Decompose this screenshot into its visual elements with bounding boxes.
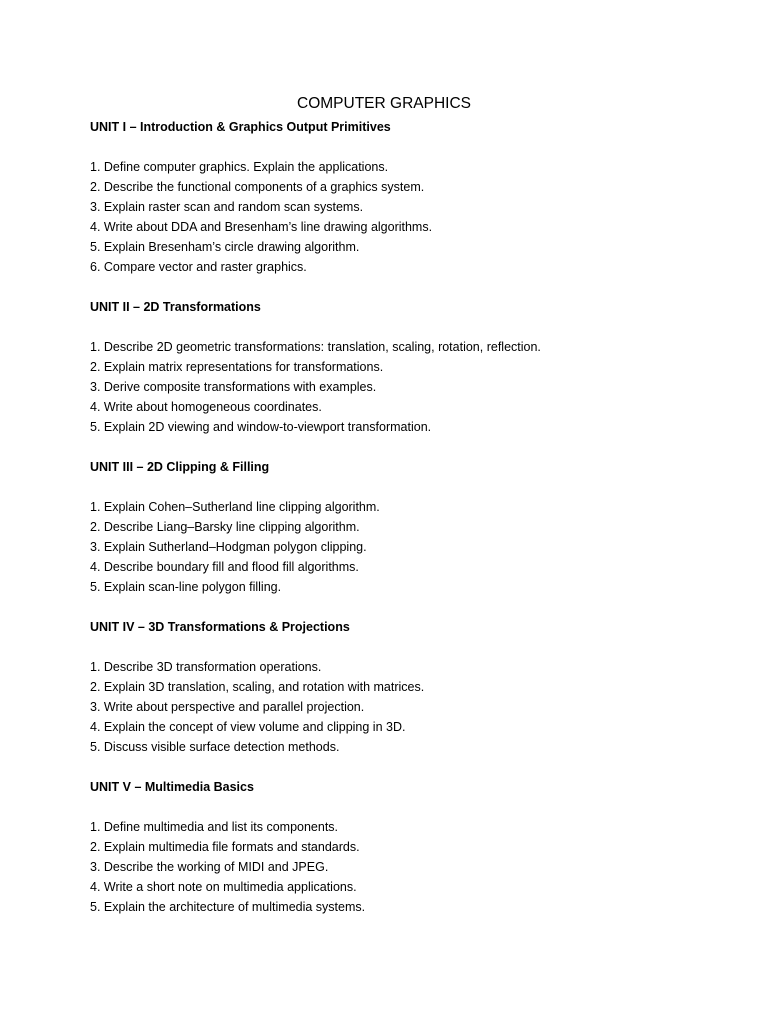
question-item: 1. Define computer graphics. Explain the applications. [90,160,389,174]
question-item: 1. Describe 2D geometric transformations: translation, scaling, rotation, reflection. [90,340,541,354]
question-item: 6. Compare vector and raster graphics. [90,260,307,274]
question-item: 3. Explain raster scan and random scan systems. [90,200,364,214]
question-item: 5. Explain the architecture of multimedia systems. [90,900,366,914]
question-list [90,497,380,597]
unit-heading: UNIT III – 2D Clipping & Filling [90,460,270,474]
question-item: 3. Explain Sutherland–Hodgman polygon clipping. [90,540,367,554]
question-list [90,337,541,437]
unit-heading: UNIT V – Multimedia Basics [90,780,254,794]
question-item: 4. Write about DDA and Bresenham’s line drawing algorithms. [90,220,433,234]
unit-heading: UNIT I – Introduction & Graphics Output Primitives [90,120,391,134]
question-item: 4. Write a short note on multimedia applications. [90,880,357,894]
question-item: 3. Describe the working of MIDI and JPEG. [90,860,329,874]
question-item: 3. Derive composite transformations with examples. [90,380,377,394]
question-item: 5. Explain scan-line polygon filling. [90,580,282,594]
question-item: 4. Describe boundary fill and flood fill algorithms. [90,560,359,574]
question-item: 5. Discuss visible surface detection methods. [90,740,340,754]
unit-heading: UNIT IV – 3D Transformations & Projections [90,620,350,634]
question-list [90,157,432,277]
question-item: 1. Describe 3D transformation operations. [90,660,322,674]
question-item: 5. Explain Bresenham’s circle drawing algorithm. [90,240,360,254]
question-item: 2. Describe the functional components of a graphics system. [90,180,425,194]
page-title: COMPUTER GRAPHICS [297,95,471,112]
question-item: 4. Explain the concept of view volume and clipping in 3D. [90,720,406,734]
question-item: 2. Explain 3D translation, scaling, and rotation with matrices. [90,680,425,694]
question-item: 2. Describe Liang–Barsky line clipping algorithm. [90,520,360,534]
unit-heading: UNIT II – 2D Transformations [90,300,261,314]
question-item: 3. Write about perspective and parallel projection. [90,700,365,714]
question-item: 4. Write about homogeneous coordinates. [90,400,322,414]
question-item: 2. Explain multimedia file formats and standards. [90,840,360,854]
question-list [90,657,424,757]
question-item: 1. Explain Cohen–Sutherland line clipping algorithm. [90,500,380,514]
question-item: 5. Explain 2D viewing and window-to-viewport transformation. [90,420,432,434]
question-list [90,817,365,917]
question-item: 1. Define multimedia and list its components. [90,820,339,834]
question-item: 2. Explain matrix representations for transformations. [90,360,384,374]
